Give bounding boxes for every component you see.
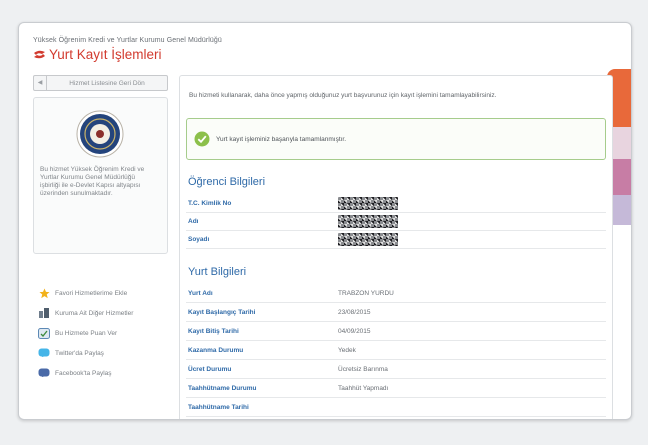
redacted-value <box>338 215 398 228</box>
other-services-link[interactable] <box>37 303 133 323</box>
page-header <box>33 37 222 62</box>
logo-icon <box>33 49 46 60</box>
facebook-icon <box>37 368 51 378</box>
success-alert <box>186 118 606 160</box>
sidebar <box>33 75 168 377</box>
field-value: Ücretsiz Barınma <box>338 365 388 373</box>
check-circle-icon <box>194 131 210 147</box>
rate-service-link[interactable] <box>37 323 133 343</box>
add-to-favorites-link[interactable] <box>37 283 133 303</box>
rating-icon <box>37 328 51 339</box>
organization-name: Yüksek Öğrenim Kredi ve Yurtlar Kurumu Genel Müdürlüğü <box>33 37 222 44</box>
redacted-value <box>338 197 398 210</box>
institution-card <box>33 97 168 254</box>
service-intro: Bu hizmeti kullanarak, daha önce yapmış olduğunuz yurt başvurunuz için kayıt işlemini tamamlayabilirsiniz. <box>189 92 497 99</box>
browser-frame <box>18 22 632 420</box>
star-icon <box>37 288 51 299</box>
main-content <box>179 75 613 420</box>
table-row <box>186 360 606 379</box>
service-provider-note: Bu hizmet Yüksek Öğrenim Kredi ve Yurtlar Kurumu Genel Müdürlüğü işbirliği ile e-Devlet Kapısı altyapısı üzerinden sunulmaktadır. <box>40 166 145 197</box>
link-label: Bu Hizmete Puan Ver <box>55 329 118 337</box>
table-row <box>186 194 606 213</box>
field-value: Yedek <box>338 346 356 354</box>
table-row <box>186 379 606 398</box>
back-button-label: Hizmet Listesine Geri Dön <box>69 79 145 87</box>
field-value: 23/08/2015 <box>338 308 371 316</box>
field-label: Ücret Durumu <box>188 365 232 373</box>
buildings-icon <box>37 308 51 318</box>
link-label: Facebook'ta Paylaş <box>55 369 112 377</box>
student-info-heading: Öğrenci Bilgileri <box>188 176 266 188</box>
chevron-left-icon: ◀ <box>34 76 47 90</box>
table-row <box>186 212 606 231</box>
table-row <box>186 341 606 360</box>
field-label: Kazanma Durumu <box>188 346 244 354</box>
field-label: Soyadı <box>188 235 210 243</box>
field-value: TRABZON YURDU <box>338 289 394 297</box>
field-value: Taahhüt Yapmadı <box>338 384 389 392</box>
field-label: Adı <box>188 217 199 225</box>
table-row <box>186 322 606 341</box>
field-label: Taahhütname Tarihi <box>188 403 249 411</box>
table-row <box>186 398 606 417</box>
table-row <box>186 303 606 322</box>
field-label: T.C. Kimlik No <box>188 199 232 207</box>
share-facebook-link[interactable] <box>37 363 133 383</box>
field-label: Yurt Adı <box>188 289 213 297</box>
link-label: Twitter'da Paylaş <box>55 349 104 357</box>
success-message: Yurt kayıt işleminiz başarıyla tamamlanmıştır. <box>216 135 347 143</box>
table-row <box>186 230 606 249</box>
share-twitter-link[interactable] <box>37 343 133 363</box>
service-links <box>37 283 133 383</box>
field-label: Taahhütname Durumu <box>188 384 257 392</box>
dorm-info-heading: Yurt Bilgileri <box>188 266 247 278</box>
table-row <box>186 284 606 303</box>
field-label: Kayıt Başlangıç Tarihi <box>188 308 256 316</box>
link-label: Kuruma Ait Diğer Hizmetler <box>55 309 134 317</box>
redacted-value <box>338 233 398 246</box>
institution-seal-icon <box>76 110 124 158</box>
twitter-icon <box>37 348 51 358</box>
link-label: Favori Hizmetlerime Ekle <box>55 289 128 297</box>
field-value: 04/09/2015 <box>338 327 371 335</box>
page-title: Yurt Kayıt İşlemleri <box>49 47 162 62</box>
back-to-services-button[interactable] <box>33 75 168 91</box>
field-label: Kayıt Bitiş Tarihi <box>188 327 239 335</box>
